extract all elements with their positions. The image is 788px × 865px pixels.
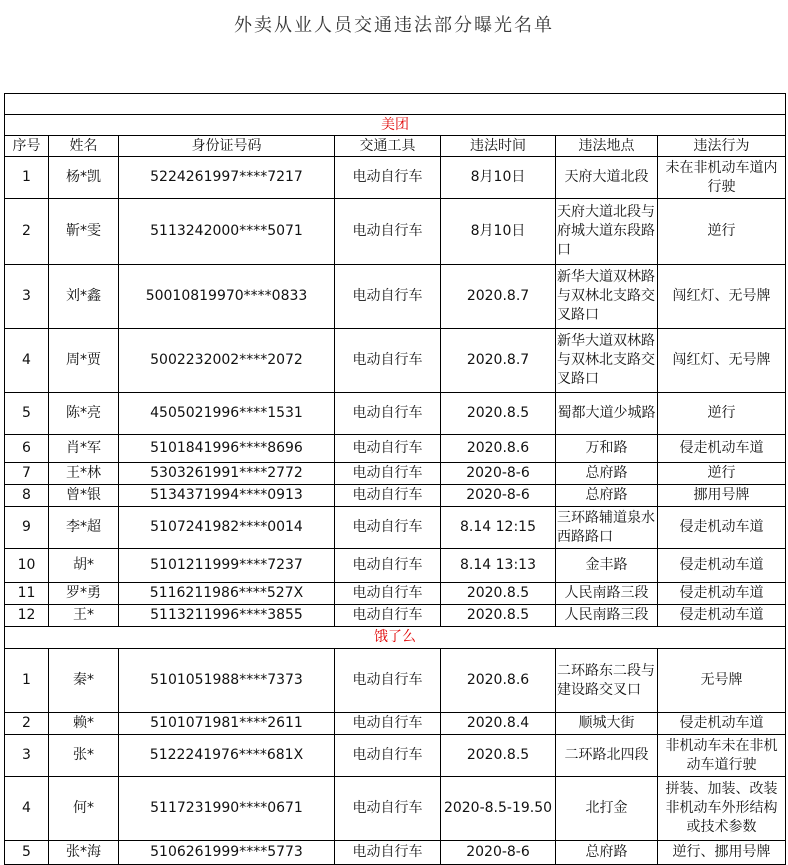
cell-behavior: 逆行、挪用号牌 (658, 841, 786, 865)
table-row (5, 735, 786, 777)
cell-name: 秦* (49, 649, 119, 713)
group-name: 美团 (5, 115, 786, 136)
violation-table (4, 93, 786, 865)
cell-index: 5 (5, 841, 49, 865)
cell-index: 4 (5, 329, 49, 393)
cell-behavior: 闯红灯、无号牌 (658, 329, 786, 393)
cell-time: 2020.8.5 (441, 583, 556, 605)
cell-behavior: 侵走机动车道 (658, 507, 786, 549)
cell-id-number: 5113211996****3855 (119, 605, 335, 627)
cell-name: 王* (49, 605, 119, 627)
cell-index: 5 (5, 393, 49, 435)
cell-vehicle: 电动自行车 (335, 199, 441, 265)
table-row (5, 549, 786, 583)
cell-name: 何* (49, 777, 119, 841)
table-row (5, 605, 786, 627)
cell-time: 8.14 12:15 (441, 507, 556, 549)
cell-location: 人民南路三段 (556, 605, 658, 627)
table-row (5, 463, 786, 485)
table-row (5, 199, 786, 265)
table-row (5, 649, 786, 713)
cell-behavior: 逆行 (658, 463, 786, 485)
cell-behavior: 侵走机动车道 (658, 435, 786, 463)
cell-name: 张* (49, 735, 119, 777)
cell-id-number: 5303261991****2772 (119, 463, 335, 485)
cell-time: 2020-8-6 (441, 841, 556, 865)
cell-location: 金丰路 (556, 549, 658, 583)
cell-vehicle: 电动自行车 (335, 157, 441, 199)
cell-name: 陈*亮 (49, 393, 119, 435)
cell-location: 总府路 (556, 841, 658, 865)
cell-time: 8月10日 (441, 157, 556, 199)
cell-time: 8.14 13:13 (441, 549, 556, 583)
cell-behavior: 侵走机动车道 (658, 583, 786, 605)
cell-index: 11 (5, 583, 49, 605)
cell-location: 新华大道双林路与双林北支路交叉路口 (556, 265, 658, 329)
cell-name: 刘*鑫 (49, 265, 119, 329)
cell-location: 顺城大街 (556, 713, 658, 735)
cell-time: 8月10日 (441, 199, 556, 265)
cell-index: 7 (5, 463, 49, 485)
cell-time: 2020.8.7 (441, 265, 556, 329)
cell-vehicle: 电动自行车 (335, 649, 441, 713)
table-row (5, 393, 786, 435)
cell-name: 张*海 (49, 841, 119, 865)
column-header-location: 违法地点 (556, 136, 658, 157)
cell-id-number: 5101841996****8696 (119, 435, 335, 463)
cell-index: 2 (5, 713, 49, 735)
table-row (5, 265, 786, 329)
cell-index: 10 (5, 549, 49, 583)
cell-id-number: 5101051988****7373 (119, 649, 335, 713)
cell-id-number: 5117231990****0671 (119, 777, 335, 841)
cell-name: 周*贾 (49, 329, 119, 393)
cell-time: 2020-8.5-19.50 (441, 777, 556, 841)
cell-vehicle: 电动自行车 (335, 265, 441, 329)
table-row (5, 157, 786, 199)
cell-id-number: 5224261997****7217 (119, 157, 335, 199)
cell-location: 三环路辅道泉水西路路口 (556, 507, 658, 549)
cell-behavior: 逆行 (658, 199, 786, 265)
cell-behavior: 非机动车未在非机动车道行驶 (658, 735, 786, 777)
cell-time: 2020.8.6 (441, 435, 556, 463)
cell-name: 肖*军 (49, 435, 119, 463)
cell-index: 1 (5, 649, 49, 713)
cell-vehicle: 电动自行车 (335, 507, 441, 549)
table-row (5, 713, 786, 735)
cell-index: 4 (5, 777, 49, 841)
cell-vehicle: 电动自行车 (335, 841, 441, 865)
table-row (5, 777, 786, 841)
table-row (5, 329, 786, 393)
cell-id-number: 5122241976****681X (119, 735, 335, 777)
column-header-behavior: 违法行为 (658, 136, 786, 157)
cell-behavior: 逆行 (658, 393, 786, 435)
cell-name: 曾*银 (49, 485, 119, 507)
cell-id-number: 4505021996****1531 (119, 393, 335, 435)
cell-index: 1 (5, 157, 49, 199)
cell-id-number: 5002232002****2072 (119, 329, 335, 393)
column-header-name: 姓名 (49, 136, 119, 157)
cell-location: 蜀都大道少城路 (556, 393, 658, 435)
cell-index: 6 (5, 435, 49, 463)
cell-id-number: 5113242000****5071 (119, 199, 335, 265)
cell-id-number: 5106261999****5773 (119, 841, 335, 865)
group-row (5, 115, 786, 136)
column-header-vehicle: 交通工具 (335, 136, 441, 157)
column-header-time: 违法时间 (441, 136, 556, 157)
table-row (5, 841, 786, 865)
header-row (5, 136, 786, 157)
cell-id-number: 5116211986****527X (119, 583, 335, 605)
cell-name: 罗*勇 (49, 583, 119, 605)
cell-location: 天府大道北段 (556, 157, 658, 199)
cell-location: 总府路 (556, 463, 658, 485)
cell-index: 12 (5, 605, 49, 627)
cell-location: 新华大道双林路与双林北支路交叉路口 (556, 329, 658, 393)
page-title: 外卖从业人员交通违法部分曝光名单 (234, 15, 554, 36)
cell-time: 2020.8.5 (441, 605, 556, 627)
cell-id-number: 50010819970****0833 (119, 265, 335, 329)
cell-id-number: 5107241982****0014 (119, 507, 335, 549)
table-row (5, 507, 786, 549)
cell-name: 赖* (49, 713, 119, 735)
cell-time: 2020-8-6 (441, 485, 556, 507)
cell-time: 2020.8.5 (441, 735, 556, 777)
cell-vehicle: 电动自行车 (335, 485, 441, 507)
table-row (5, 485, 786, 507)
cell-vehicle: 电动自行车 (335, 583, 441, 605)
cell-time: 2020.8.6 (441, 649, 556, 713)
cell-index: 9 (5, 507, 49, 549)
cell-time: 2020-8-6 (441, 463, 556, 485)
cell-behavior: 侵走机动车道 (658, 713, 786, 735)
cell-name: 胡* (49, 549, 119, 583)
cell-location: 北打金 (556, 777, 658, 841)
cell-index: 2 (5, 199, 49, 265)
cell-name: 李*超 (49, 507, 119, 549)
cell-id-number: 5101071981****2611 (119, 713, 335, 735)
cell-location: 万和路 (556, 435, 658, 463)
cell-id-number: 5134371994****0913 (119, 485, 335, 507)
cell-index: 3 (5, 265, 49, 329)
table-row (5, 435, 786, 463)
top-blank-row (5, 94, 786, 115)
group-name: 饿了么 (5, 627, 786, 649)
cell-behavior: 拼装、加装、改装非机动车外形结构或技术参数 (658, 777, 786, 841)
cell-location: 二环路东二段与建设路交叉口 (556, 649, 658, 713)
cell-behavior: 闯红灯、无号牌 (658, 265, 786, 329)
column-header-id-number: 身份证号码 (119, 136, 335, 157)
cell-name: 靳*雯 (49, 199, 119, 265)
cell-name: 王*林 (49, 463, 119, 485)
cell-name: 杨*凯 (49, 157, 119, 199)
table-row (5, 583, 786, 605)
table-body (5, 115, 786, 865)
cell-behavior: 侵走机动车道 (658, 605, 786, 627)
cell-time: 2020.8.5 (441, 393, 556, 435)
group-row (5, 627, 786, 649)
cell-vehicle: 电动自行车 (335, 605, 441, 627)
cell-vehicle: 电动自行车 (335, 735, 441, 777)
cell-index: 3 (5, 735, 49, 777)
cell-location: 二环路北四段 (556, 735, 658, 777)
cell-time: 2020.8.4 (441, 713, 556, 735)
cell-vehicle: 电动自行车 (335, 435, 441, 463)
column-header-index: 序号 (5, 136, 49, 157)
cell-vehicle: 电动自行车 (335, 549, 441, 583)
cell-vehicle: 电动自行车 (335, 777, 441, 841)
cell-behavior: 未在非机动车道内行驶 (658, 157, 786, 199)
cell-behavior: 挪用号牌 (658, 485, 786, 507)
cell-vehicle: 电动自行车 (335, 713, 441, 735)
cell-vehicle: 电动自行车 (335, 463, 441, 485)
cell-time: 2020.8.7 (441, 329, 556, 393)
cell-behavior: 无号牌 (658, 649, 786, 713)
cell-location: 天府大道北段与府城大道东段路口 (556, 199, 658, 265)
cell-behavior: 侵走机动车道 (658, 549, 786, 583)
cell-vehicle: 电动自行车 (335, 393, 441, 435)
cell-id-number: 5101211999****7237 (119, 549, 335, 583)
cell-vehicle: 电动自行车 (335, 329, 441, 393)
cell-location: 总府路 (556, 485, 658, 507)
cell-location: 人民南路三段 (556, 583, 658, 605)
cell-index: 8 (5, 485, 49, 507)
